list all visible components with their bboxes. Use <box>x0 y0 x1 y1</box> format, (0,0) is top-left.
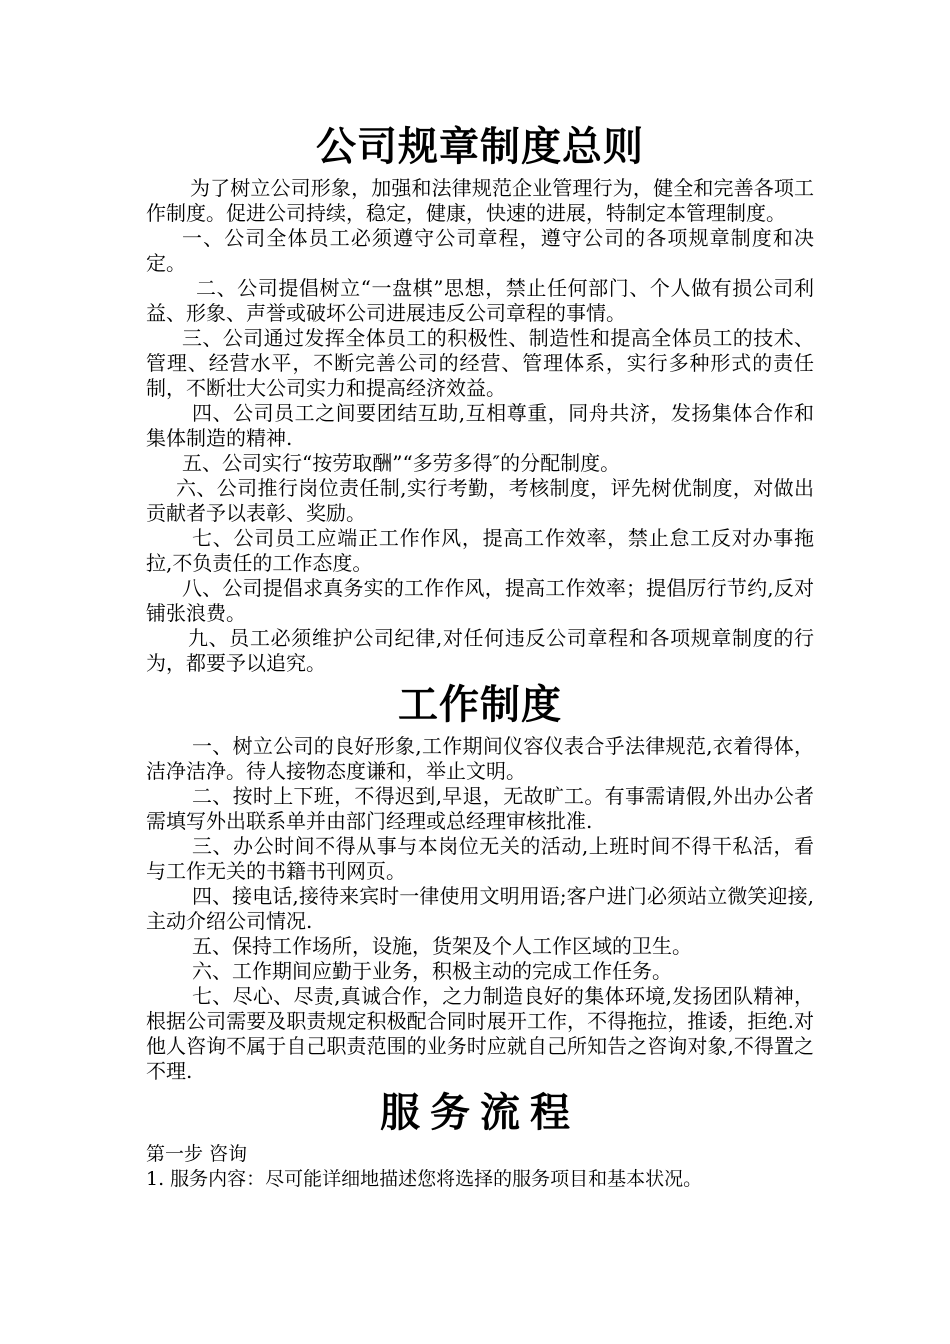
work-item-2: 二、按时上下班，不得迟到,早退，无故旷工。有事需请假,外出办公者需填写外出联系单并由部门经理或总经理审核批准. <box>146 784 814 833</box>
work-item-3: 三、办公时间不得从事与本岗位无关的活动,上班时间不得干私活，看与工作无关的书籍书刊网页。 <box>146 834 814 883</box>
work-item-1: 一、树立公司的良好形象,工作期间仪容仪表合乎法律规范,衣着得体，洁净洁净。待人接物态度谦和，举止文明。 <box>146 734 814 783</box>
work-rules-title: 工作制度 <box>398 682 562 728</box>
intro-paragraph: 为了树立公司形象，加强和法律规范企业管理行为，健全和完善各项工作制度。促进公司持续，稳定，健康，快速的进展，特制定本管理制度。 <box>146 176 814 225</box>
rule-item-1: 一、公司全体员工必须遵守公司章程，遵守公司的各项规章制度和决定。 <box>146 226 814 275</box>
rule-item-5: 五、公司实行“按劳取酬”“多劳多得″的分配制度。 <box>182 451 621 475</box>
work-item-7: 七、尽心、尽责,真诚合作，之力制造良好的集体环境,发扬团队精神，根据公司需要及职责规定积极配合同时展开工作，不得拖拉，推诿，拒绝.对他人咨询不属于自己职责范围的业务时应就自己所知告之咨询对象,不得置之不理. <box>146 984 814 1083</box>
rule-item-9: 九、员工必须维护公司纪律,对任何违反公司章程和各项规章制度的行为，都要予以追究。 <box>146 626 814 675</box>
service-process-title: 服务流程 <box>380 1090 580 1136</box>
rule-item-3: 三、公司通过发挥全体员工的积极性、制造性和提高全体员工的技术、管理、经营水平，不断完善公司的经营、管理体系，实行多种形式的责任制，不断壮大公司实力和提高经济效益。 <box>146 326 814 400</box>
step-heading: 第一步 咨询 <box>146 1143 248 1165</box>
work-item-4: 四、接电话,接待来宾时一律使用文明用语;客户进门必须站立微笑迎接,主动介绍公司情况. <box>146 884 814 933</box>
rule-item-2: 二、公司提倡树立“一盘棋”思想，禁止任何部门、个人做有损公司利益、形象、声誉或破坏公司进展违反公司章程的事情。 <box>146 276 814 325</box>
step-line-1: 1. 服务内容：尽可能详细地描述您将选择的服务项目和基本状况。 <box>146 1168 703 1190</box>
rule-item-7: 七、公司员工应端正工作作风，提高工作效率，禁止怠工反对办事拖拉,不负责任的工作态度。 <box>146 526 814 575</box>
rule-item-4: 四、公司员工之间要团结互助,互相尊重，同舟共济，发扬集体合作和集体制造的精神. <box>146 401 814 450</box>
rule-item-8: 八、公司提倡求真务实的工作作风，提高工作效率；提倡厉行节约,反对铺张浪费。 <box>146 576 814 625</box>
work-item-6: 六、工作期间应勤于业务，积极主动的完成工作任务。 <box>192 959 672 983</box>
rule-item-6: 六、公司推行岗位责任制,实行考勤，考核制度，评先树优制度，对做出贡献者予以表彰、奖励。 <box>146 476 814 525</box>
work-item-5: 五、保持工作场所，设施，货架及个人工作区域的卫生。 <box>192 934 692 958</box>
main-title: 公司规章制度总则 <box>316 124 644 170</box>
